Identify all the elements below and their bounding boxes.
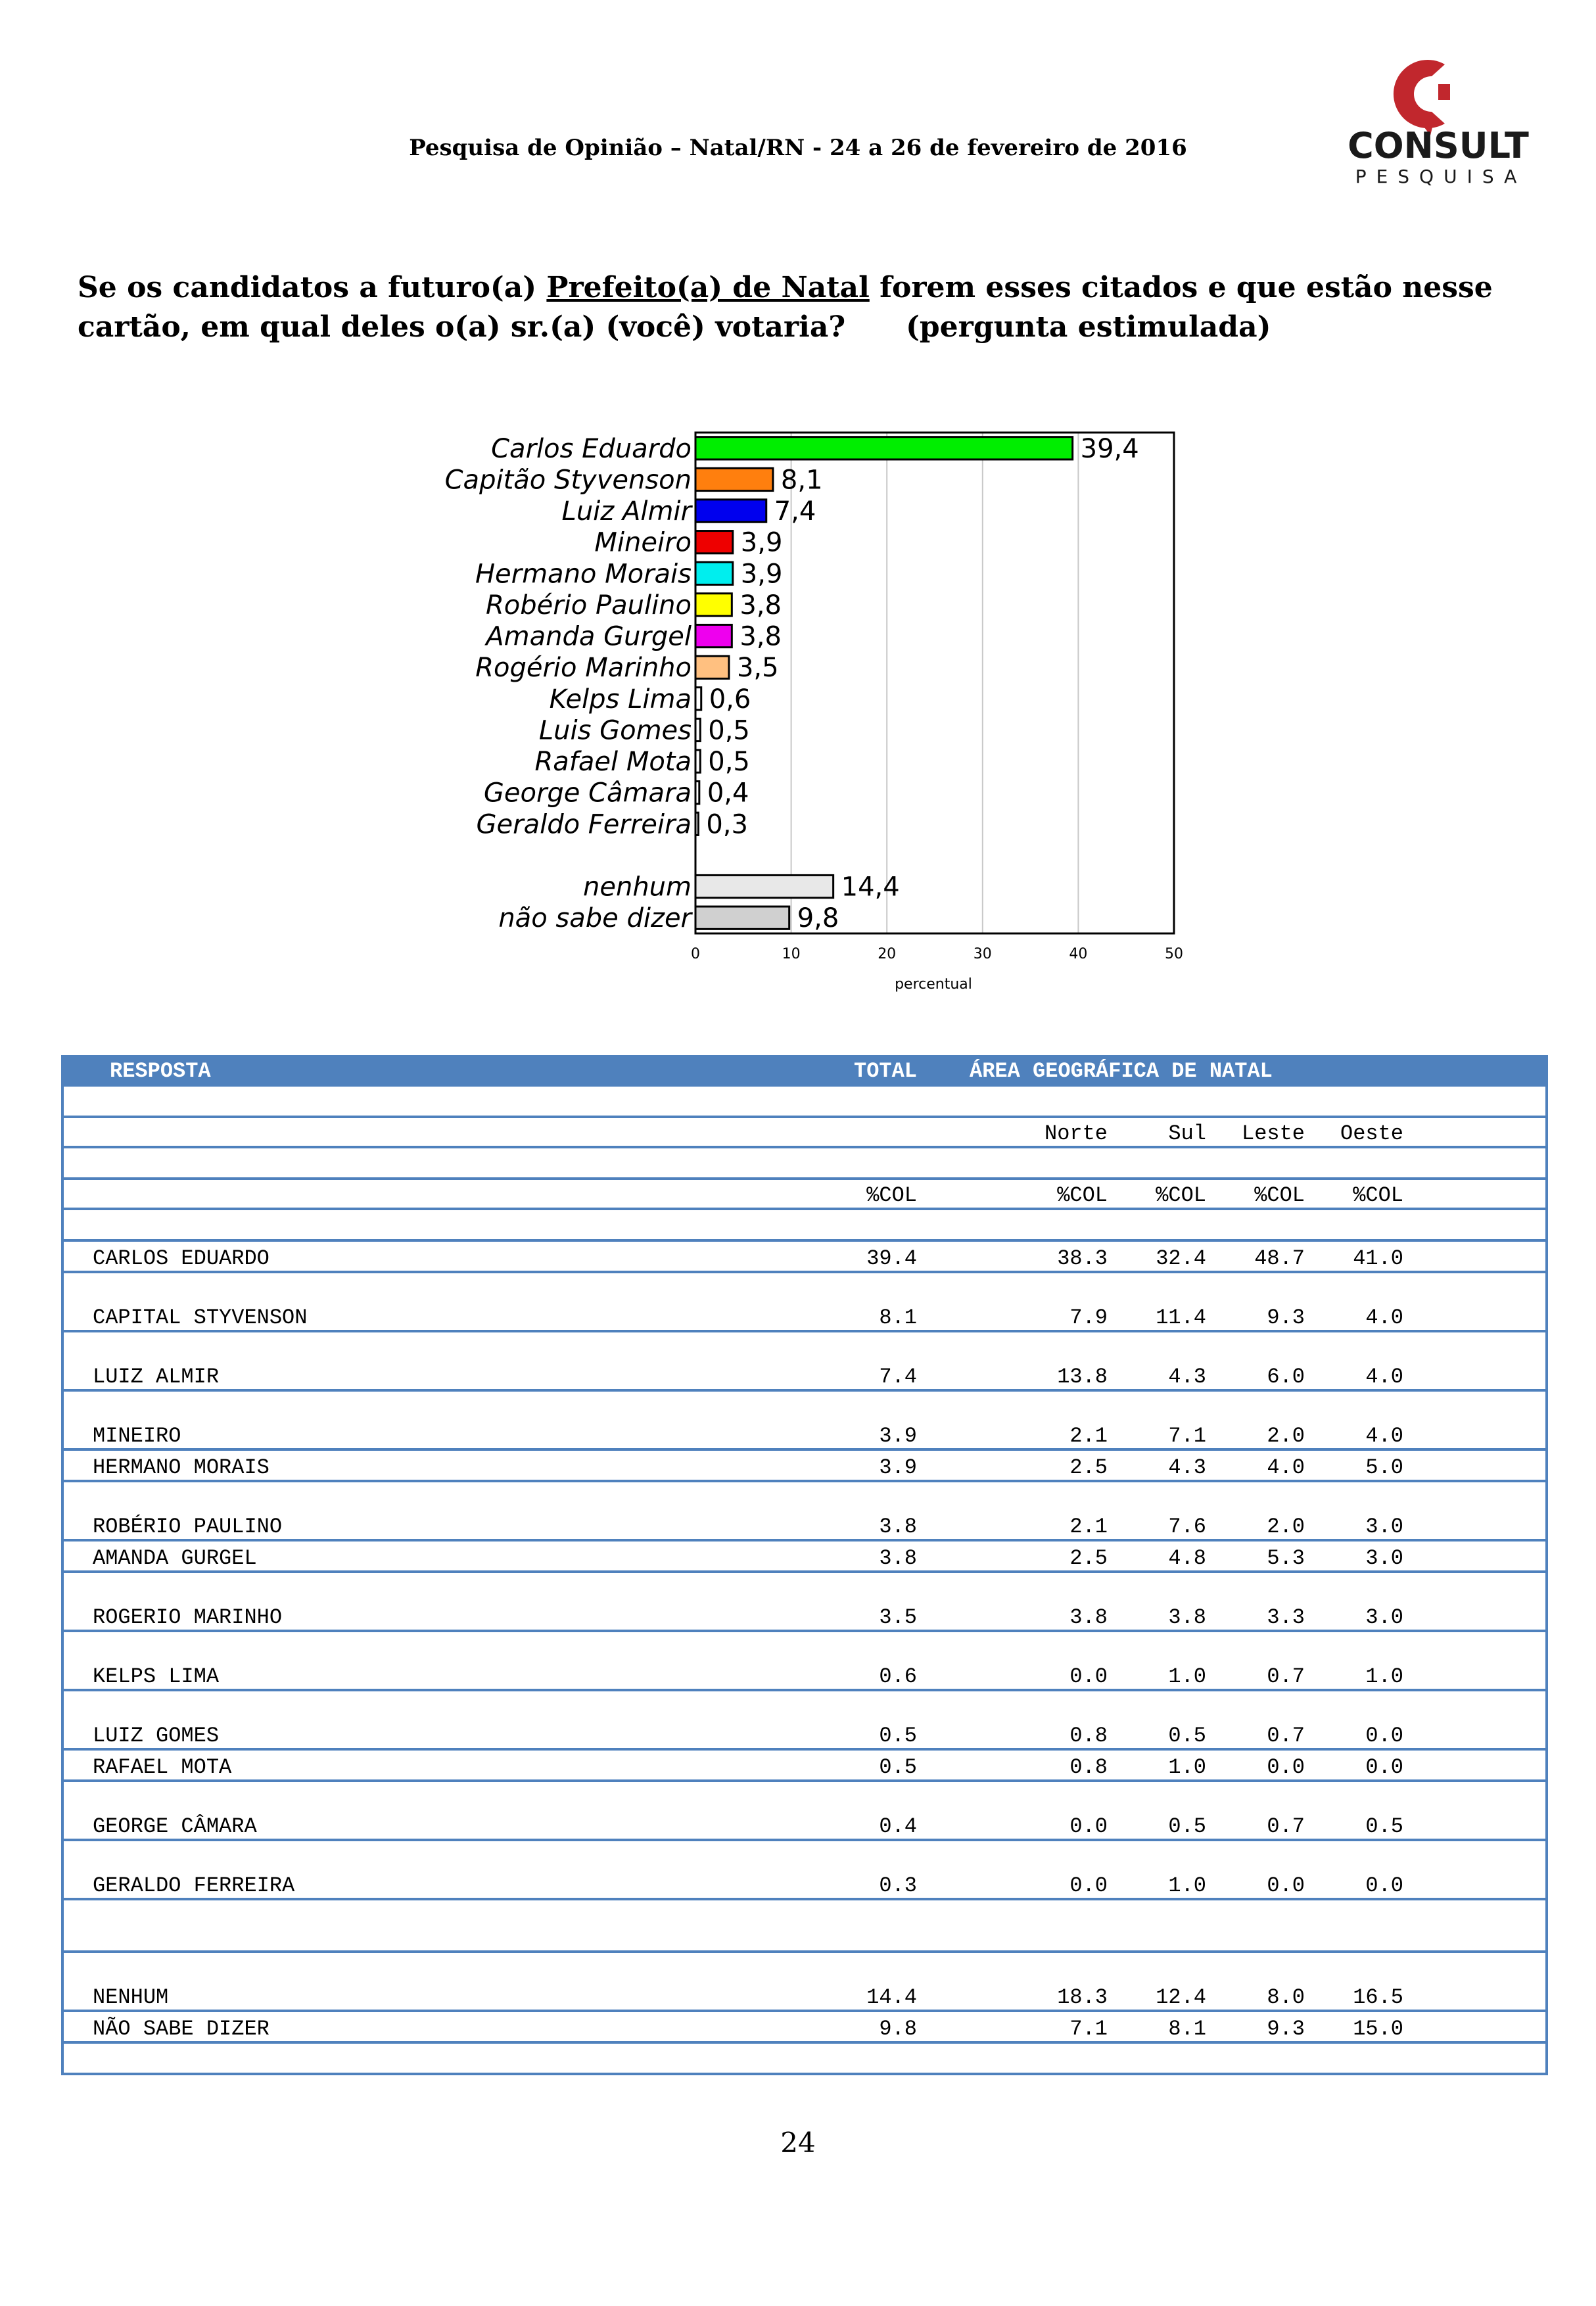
chart-category-label: Amanda Gurgel xyxy=(486,621,692,652)
row-total-value: 0.6 xyxy=(779,1631,917,1690)
row-sul-value: 3.8 xyxy=(1108,1572,1206,1631)
table-row xyxy=(62,1781,1547,1840)
table-row xyxy=(62,1272,1547,1331)
row-norte-value: 0.0 xyxy=(917,1840,1108,1899)
table-region-row xyxy=(62,1117,1547,1147)
row-norte-value: 2.1 xyxy=(917,1481,1108,1540)
chart-bar xyxy=(695,531,733,553)
chart-category-label: Rafael Mota xyxy=(534,747,692,778)
chart-value-label: 7,4 xyxy=(774,496,816,527)
row-norte-value: 13.8 xyxy=(917,1331,1108,1390)
row-oeste-value: 5.0 xyxy=(1305,1449,1403,1481)
chart-x-tick-label: 20 xyxy=(878,946,897,962)
chart-bar xyxy=(695,594,732,616)
row-total-value: 0.5 xyxy=(779,1749,917,1781)
chart-x-tick-label: 50 xyxy=(1165,946,1183,962)
row-label: NENHUM xyxy=(62,1952,779,2011)
chart-category-label: George Câmara xyxy=(483,778,692,809)
chart-value-label: 0,5 xyxy=(708,715,750,746)
table-row xyxy=(62,1390,1547,1449)
row-oeste-value: 4.0 xyxy=(1305,1272,1403,1331)
unit-leste: %COL xyxy=(1206,1179,1305,1209)
row-sul-value: 7.1 xyxy=(1108,1390,1206,1449)
question-text-part2: forem esses citados e que estão nesse cartão, em qual deles o(a) sr.(a) (você) votaria? xyxy=(78,271,1493,344)
row-total-value: 3.8 xyxy=(779,1540,917,1572)
row-sul-value: 4.3 xyxy=(1108,1331,1206,1390)
chart-bar xyxy=(695,437,1073,459)
table-unit-row xyxy=(62,1179,1547,1209)
row-sul-value: 7.6 xyxy=(1108,1481,1206,1540)
row-oeste-value: 3.0 xyxy=(1305,1540,1403,1572)
row-oeste-value: 0.5 xyxy=(1305,1781,1403,1840)
chart-category-label: Luis Gomes xyxy=(538,715,692,746)
row-sul-value: 11.4 xyxy=(1108,1272,1206,1331)
chart-category-label: nenhum xyxy=(583,872,692,903)
header-area: ÁREA GEOGRÁFICA DE NATAL xyxy=(917,1055,1547,1087)
row-oeste-value: 41.0 xyxy=(1305,1240,1403,1272)
chart-value-label: 3,9 xyxy=(740,559,783,590)
chart-grid xyxy=(791,433,1079,933)
row-oeste-value: 4.0 xyxy=(1305,1331,1403,1390)
row-leste-value: 0.7 xyxy=(1206,1781,1305,1840)
chart-value-label: 0,3 xyxy=(706,809,748,840)
row-leste-value: 0.7 xyxy=(1206,1690,1305,1749)
row-label: MINEIRO xyxy=(62,1390,779,1449)
chart-value-label: 3,8 xyxy=(739,621,782,652)
row-leste-value: 9.3 xyxy=(1206,1272,1305,1331)
chart-value-label: 0,4 xyxy=(707,778,749,809)
row-norte-value: 7.9 xyxy=(917,1272,1108,1331)
row-oeste-value: 0.0 xyxy=(1305,1690,1403,1749)
question-underlined-text: Prefeito(a) de Natal xyxy=(546,271,870,304)
table-row xyxy=(62,1481,1547,1540)
table-row xyxy=(62,1331,1547,1390)
row-total-value: 8.1 xyxy=(779,1272,917,1331)
row-leste-value: 3.3 xyxy=(1206,1572,1305,1631)
chart-category-label: Robério Paulino xyxy=(485,590,692,621)
row-oeste-value: 3.0 xyxy=(1305,1572,1403,1631)
unit-oeste: %COL xyxy=(1305,1179,1403,1209)
row-total-value: 0.5 xyxy=(779,1690,917,1749)
table-header-row xyxy=(62,1055,1547,1087)
row-norte-value: 7.1 xyxy=(917,2011,1108,2042)
chart-category-label: Luiz Almir xyxy=(561,496,692,527)
row-label: RAFAEL MOTA xyxy=(62,1749,779,1781)
row-label: CAPITAL STYVENSON xyxy=(62,1272,779,1331)
row-norte-value: 0.8 xyxy=(917,1749,1108,1781)
chart-bar xyxy=(695,500,766,522)
row-oeste-value: 16.5 xyxy=(1305,1952,1403,2011)
chart-value-label: 0,6 xyxy=(709,684,751,715)
page-number: 24 xyxy=(780,2127,816,2159)
row-norte-value: 0.0 xyxy=(917,1781,1108,1840)
chart-bar xyxy=(695,875,833,897)
table-row xyxy=(62,1449,1547,1481)
row-label: ROGERIO MARINHO xyxy=(62,1572,779,1631)
chart-x-ticks xyxy=(691,946,1183,962)
row-total-value: 14.4 xyxy=(779,1952,917,2011)
chart-category-label: não sabe dizer xyxy=(498,903,692,934)
unit-sul: %COL xyxy=(1108,1179,1206,1209)
region-norte: Norte xyxy=(917,1117,1108,1147)
row-oeste-value: 3.0 xyxy=(1305,1481,1403,1540)
row-norte-value: 0.8 xyxy=(917,1690,1108,1749)
row-sul-value: 1.0 xyxy=(1108,1840,1206,1899)
row-leste-value: 2.0 xyxy=(1206,1390,1305,1449)
chart-bar xyxy=(695,468,773,490)
question-note: (pergunta estimulada) xyxy=(906,310,1271,344)
table-row xyxy=(62,1840,1547,1899)
row-sul-value: 4.3 xyxy=(1108,1449,1206,1481)
row-leste-value: 0.0 xyxy=(1206,1749,1305,1781)
row-norte-value: 2.1 xyxy=(917,1390,1108,1449)
row-total-value: 0.3 xyxy=(779,1840,917,1899)
row-leste-value: 0.7 xyxy=(1206,1631,1305,1690)
chart-x-tick-label: 0 xyxy=(691,946,700,962)
row-total-value: 3.5 xyxy=(779,1572,917,1631)
chart-category-label: Geraldo Ferreira xyxy=(476,809,692,840)
unit-norte: %COL xyxy=(917,1179,1108,1209)
unit-total: %COL xyxy=(779,1179,917,1209)
row-oeste-value: 0.0 xyxy=(1305,1840,1403,1899)
table-row xyxy=(62,2011,1547,2042)
header-total: TOTAL xyxy=(779,1055,917,1087)
chart-value-label: 3,9 xyxy=(740,527,783,558)
chart-x-axis-label: percentual xyxy=(895,976,972,993)
table-spacer-row xyxy=(62,1209,1547,1240)
row-label: AMANDA GURGEL xyxy=(62,1540,779,1572)
row-leste-value: 5.3 xyxy=(1206,1540,1305,1572)
results-table xyxy=(61,1055,1548,2075)
logo-sub-text: PESQUISA xyxy=(1355,166,1527,187)
row-label: NÃO SABE DIZER xyxy=(62,2011,779,2042)
region-leste: Leste xyxy=(1206,1117,1305,1147)
table-spacer-row xyxy=(62,1899,1547,1952)
row-leste-value: 0.0 xyxy=(1206,1840,1305,1899)
row-norte-value: 18.3 xyxy=(917,1952,1108,2011)
chart-value-label: 3,5 xyxy=(736,653,779,684)
row-oeste-value: 4.0 xyxy=(1305,1390,1403,1449)
row-label: ROBÉRIO PAULINO xyxy=(62,1481,779,1540)
chart-bar xyxy=(695,906,789,929)
row-sul-value: 0.5 xyxy=(1108,1690,1206,1749)
row-leste-value: 4.0 xyxy=(1206,1449,1305,1481)
chart-value-label: 8,1 xyxy=(780,465,823,496)
row-label: LUIZ ALMIR xyxy=(62,1331,779,1390)
row-sul-value: 32.4 xyxy=(1108,1240,1206,1272)
row-oeste-value: 0.0 xyxy=(1305,1749,1403,1781)
row-sul-value: 1.0 xyxy=(1108,1631,1206,1690)
row-total-value: 3.8 xyxy=(779,1481,917,1540)
table-row xyxy=(62,1749,1547,1781)
report-header-title: Pesquisa de Opinião – Natal/RN - 24 a 26 de fevereiro de 2016 xyxy=(409,135,1187,161)
table-row xyxy=(62,1631,1547,1690)
row-total-value: 39.4 xyxy=(779,1240,917,1272)
row-oeste-value: 1.0 xyxy=(1305,1631,1403,1690)
row-norte-value: 2.5 xyxy=(917,1449,1108,1481)
chart-bars xyxy=(445,434,1139,933)
table-spacer-row xyxy=(62,2042,1547,2074)
row-leste-value: 6.0 xyxy=(1206,1331,1305,1390)
table-spacer-row xyxy=(62,1087,1547,1117)
chart-bar xyxy=(695,562,733,584)
row-total-value: 9.8 xyxy=(779,2011,917,2042)
chart-category-label: Carlos Eduardo xyxy=(491,433,692,464)
table-row xyxy=(62,1540,1547,1572)
row-oeste-value: 15.0 xyxy=(1305,2011,1403,2042)
header-resposta: RESPOSTA xyxy=(62,1055,779,1087)
chart-bar xyxy=(695,624,732,647)
table-spacer-row xyxy=(62,1147,1547,1179)
chart-x-tick-label: 40 xyxy=(1069,946,1088,962)
chart-value-label: 14,4 xyxy=(841,872,900,903)
row-leste-value: 8.0 xyxy=(1206,1952,1305,2011)
chart-x-tick-label: 30 xyxy=(973,946,992,962)
question-text-part1: Se os candidatos a futuro(a) xyxy=(78,271,547,304)
results-table-container xyxy=(61,1055,1545,2075)
chart-value-label: 39,4 xyxy=(1080,433,1139,464)
chart-category-label: Kelps Lima xyxy=(549,684,692,715)
row-label: HERMANO MORAIS xyxy=(62,1449,779,1481)
row-sul-value: 0.5 xyxy=(1108,1781,1206,1840)
row-sul-value: 8.1 xyxy=(1108,2011,1206,2042)
row-sul-value: 1.0 xyxy=(1108,1749,1206,1781)
row-total-value: 3.9 xyxy=(779,1390,917,1449)
table-row xyxy=(62,1572,1547,1631)
vote-intention-bar-chart xyxy=(0,0,1596,1025)
row-leste-value: 9.3 xyxy=(1206,2011,1305,2042)
logo-main-text: CONSULT xyxy=(1348,125,1529,166)
row-label: KELPS LIMA xyxy=(62,1631,779,1690)
row-label: LUIZ GOMES xyxy=(62,1690,779,1749)
table-row xyxy=(62,1952,1547,2011)
region-sul: Sul xyxy=(1108,1117,1206,1147)
row-norte-value: 3.8 xyxy=(917,1572,1108,1631)
row-leste-value: 48.7 xyxy=(1206,1240,1305,1272)
chart-x-tick-label: 10 xyxy=(782,946,801,962)
chart-category-label: Hermano Morais xyxy=(475,559,692,590)
row-sul-value: 4.8 xyxy=(1108,1540,1206,1572)
table-row xyxy=(62,1690,1547,1749)
row-label: GERALDO FERREIRA xyxy=(62,1840,779,1899)
row-total-value: 3.9 xyxy=(779,1449,917,1481)
row-norte-value: 38.3 xyxy=(917,1240,1108,1272)
chart-category-label: Mineiro xyxy=(594,527,692,558)
row-norte-value: 2.5 xyxy=(917,1540,1108,1572)
chart-value-label: 0,5 xyxy=(708,747,750,778)
chart-bar xyxy=(695,656,729,678)
row-sul-value: 12.4 xyxy=(1108,1952,1206,2011)
chart-category-label: Capitão Styvenson xyxy=(444,465,692,496)
chart-value-label: 3,8 xyxy=(739,590,782,621)
row-total-value: 0.4 xyxy=(779,1781,917,1840)
row-total-value: 7.4 xyxy=(779,1331,917,1390)
row-leste-value: 2.0 xyxy=(1206,1481,1305,1540)
chart-category-label: Rogério Marinho xyxy=(475,653,692,684)
table-row xyxy=(62,1240,1547,1272)
chart-value-label: 9,8 xyxy=(797,903,839,934)
row-label: CARLOS EDUARDO xyxy=(62,1240,779,1272)
row-label: GEORGE CÂMARA xyxy=(62,1781,779,1840)
region-oeste: Oeste xyxy=(1305,1117,1403,1147)
row-norte-value: 0.0 xyxy=(917,1631,1108,1690)
